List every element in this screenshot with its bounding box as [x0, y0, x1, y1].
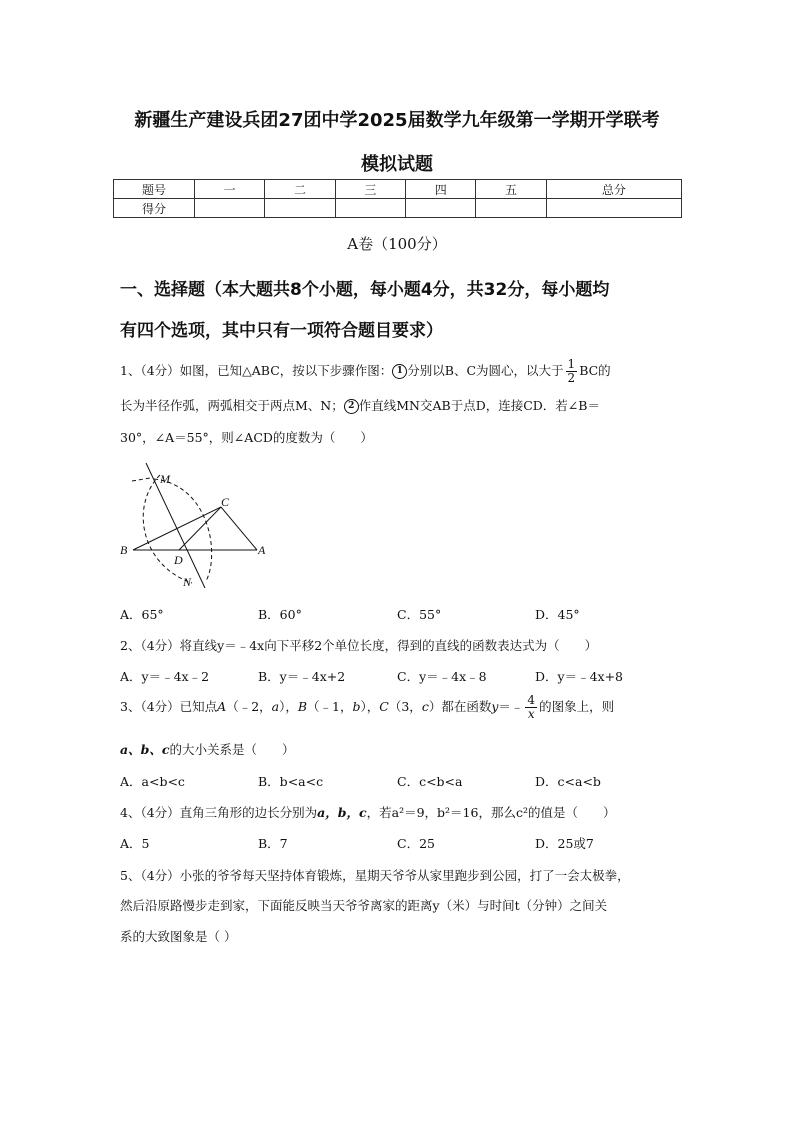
question-5-line-2: 然后沿原路慢步走到家，下面能反映当天爷爷离家的距离y（米）与时间t（分钟）之间关 — [120, 898, 608, 913]
q3-text: （﹣1， — [307, 699, 353, 714]
q4-option-c[interactable]: C．25 — [397, 836, 435, 851]
q1-text-b: 分别以B、C为圆心，以大于 — [407, 363, 564, 378]
score-cell: 题号 — [114, 180, 195, 199]
q3-var-c: c — [421, 699, 429, 714]
fraction-numerator: 4 — [527, 693, 536, 707]
q1-text-a: 1、（4分）如图，已知△ABC，按以下步骤作图： — [120, 363, 393, 378]
score-cell: 得分 — [114, 199, 195, 218]
q3-text: 的图象上，则 — [539, 699, 615, 714]
fraction-one-half — [566, 358, 578, 385]
q3-text: ＝﹣ — [498, 699, 524, 714]
arc-from-b — [154, 479, 212, 581]
score-table-score-row — [114, 199, 682, 218]
q3-text: ）， — [279, 699, 298, 714]
q3-option-a[interactable]: A．a<b<c — [120, 774, 185, 789]
q3-text: （3， — [388, 699, 422, 714]
q3-point-b: B — [297, 699, 308, 714]
q4-text: 4、（4分）直角三角形的边长分别为 — [120, 805, 318, 820]
question-1-line-3: 30°，∠A＝55°，则∠ACD的度数为（ ） — [120, 430, 373, 445]
q3-text: （﹣2， — [226, 699, 272, 714]
question-3-line-1 — [120, 694, 614, 721]
q3-text: 的大小关系是（ ） — [169, 742, 295, 757]
label-c: C — [221, 495, 230, 509]
score-input-cell[interactable] — [195, 199, 265, 218]
q1-option-d[interactable]: D．45° — [535, 607, 580, 622]
fraction-four-over-x — [525, 694, 537, 721]
q4-text: ，若a²＝9，b²＝16，那么c²的值是（ ） — [366, 805, 616, 820]
arc-tick-m — [132, 478, 150, 481]
title-line-2: 模拟试题 — [361, 154, 433, 175]
fraction-denominator: x — [527, 707, 535, 721]
q3-text: 3、（4分）已知点 — [120, 699, 218, 714]
segment-cd — [179, 507, 221, 550]
score-cell: 一 — [195, 180, 265, 199]
triangle-construction-figure — [110, 455, 280, 595]
paper-part-heading: A卷（100分） — [347, 235, 447, 253]
fraction-numerator: 1 — [567, 357, 576, 371]
q2-option-d[interactable]: D．y＝﹣4x+8 — [535, 669, 624, 684]
label-a: A — [258, 543, 266, 557]
question-5-line-3: 系的大致图象是（ ） — [120, 929, 237, 944]
label-d: D — [174, 553, 183, 567]
q3-point-a: A — [217, 699, 227, 714]
title-line-1: 新疆生产建设兵团27团中学2025届数学九年级第一学期开学联考 — [134, 110, 660, 131]
question-2-text: 2、（4分）将直线y＝﹣4x向下平移2个单位长度，得到的直线的函数表达式为（ ） — [120, 638, 598, 653]
score-input-cell[interactable] — [265, 199, 335, 218]
label-b: B — [120, 543, 128, 557]
q3-text: ）， — [360, 699, 380, 714]
q3-text: ）都在函数 — [428, 699, 492, 714]
q2-option-b[interactable]: B．y＝﹣4x+2 — [258, 669, 346, 684]
q4-option-b[interactable]: B．7 — [258, 836, 288, 851]
q3-option-c[interactable]: C．c<b<a — [397, 774, 463, 789]
score-input-cell[interactable] — [335, 199, 405, 218]
segment-ca — [221, 507, 257, 550]
score-table — [113, 179, 682, 218]
score-cell: 总分 — [546, 180, 681, 199]
q3-vars: a、b、c — [120, 742, 170, 757]
score-input-cell[interactable] — [546, 199, 681, 218]
q1-text-e: 作直线MN交AB于点D，连接CD．若∠B＝ — [358, 398, 600, 413]
arc-from-c — [143, 475, 192, 583]
q2-option-c[interactable]: C．y＝﹣4x﹣8 — [397, 669, 487, 684]
section-heading-line-1: 一、选择题（本大题共8个小题，每小题4分，共32分，每小题均 — [120, 280, 610, 300]
question-1-line-1 — [120, 358, 611, 385]
score-cell: 四 — [406, 180, 476, 199]
q3-var-b: b — [352, 699, 361, 714]
question-3-line-2 — [120, 740, 294, 758]
q4-vars: a，b，c — [317, 805, 367, 820]
q2-option-a[interactable]: A．y＝﹣4x﹣2 — [120, 669, 210, 684]
q3-var-a: a — [271, 699, 280, 714]
question-5-line-1: 5、（4分）小张的爷爷每天坚持体育锻炼，星期天爷爷从家里跑步到公园，打了一会太极拳， — [120, 868, 630, 883]
score-input-cell[interactable] — [406, 199, 476, 218]
circled-number-1: 1 — [392, 364, 407, 379]
q1-option-c[interactable]: C．55° — [397, 607, 442, 622]
q4-option-a[interactable]: A．5 — [120, 836, 150, 851]
q1-text-d: 长为半径作弧，两弧相交于两点M、N； — [120, 398, 344, 413]
section-heading-line-2: 有四个选项，其中只有一项符合题目要求） — [120, 321, 443, 341]
score-input-cell[interactable] — [476, 199, 546, 218]
question-4-text — [120, 803, 615, 821]
q3-option-d[interactable]: D．c<a<b — [535, 774, 601, 789]
score-cell: 二 — [265, 180, 335, 199]
q3-var-y: y — [491, 699, 499, 714]
q3-point-c: C — [379, 699, 389, 714]
label-m: M — [160, 472, 170, 486]
q4-option-d[interactable]: D．25或7 — [535, 836, 594, 851]
label-n: N — [183, 575, 192, 589]
circled-number-2: 2 — [344, 399, 359, 414]
score-cell: 五 — [476, 180, 546, 199]
q1-option-b[interactable]: B．60° — [258, 607, 302, 622]
q1-text-c: BC的 — [579, 363, 611, 378]
score-cell: 三 — [335, 180, 405, 199]
fraction-denominator: 2 — [567, 371, 576, 385]
q1-option-a[interactable]: A．65° — [120, 607, 164, 622]
q3-option-b[interactable]: B．b<a<c — [258, 774, 324, 789]
question-1-line-2 — [120, 396, 600, 414]
score-table-header-row — [114, 180, 682, 199]
